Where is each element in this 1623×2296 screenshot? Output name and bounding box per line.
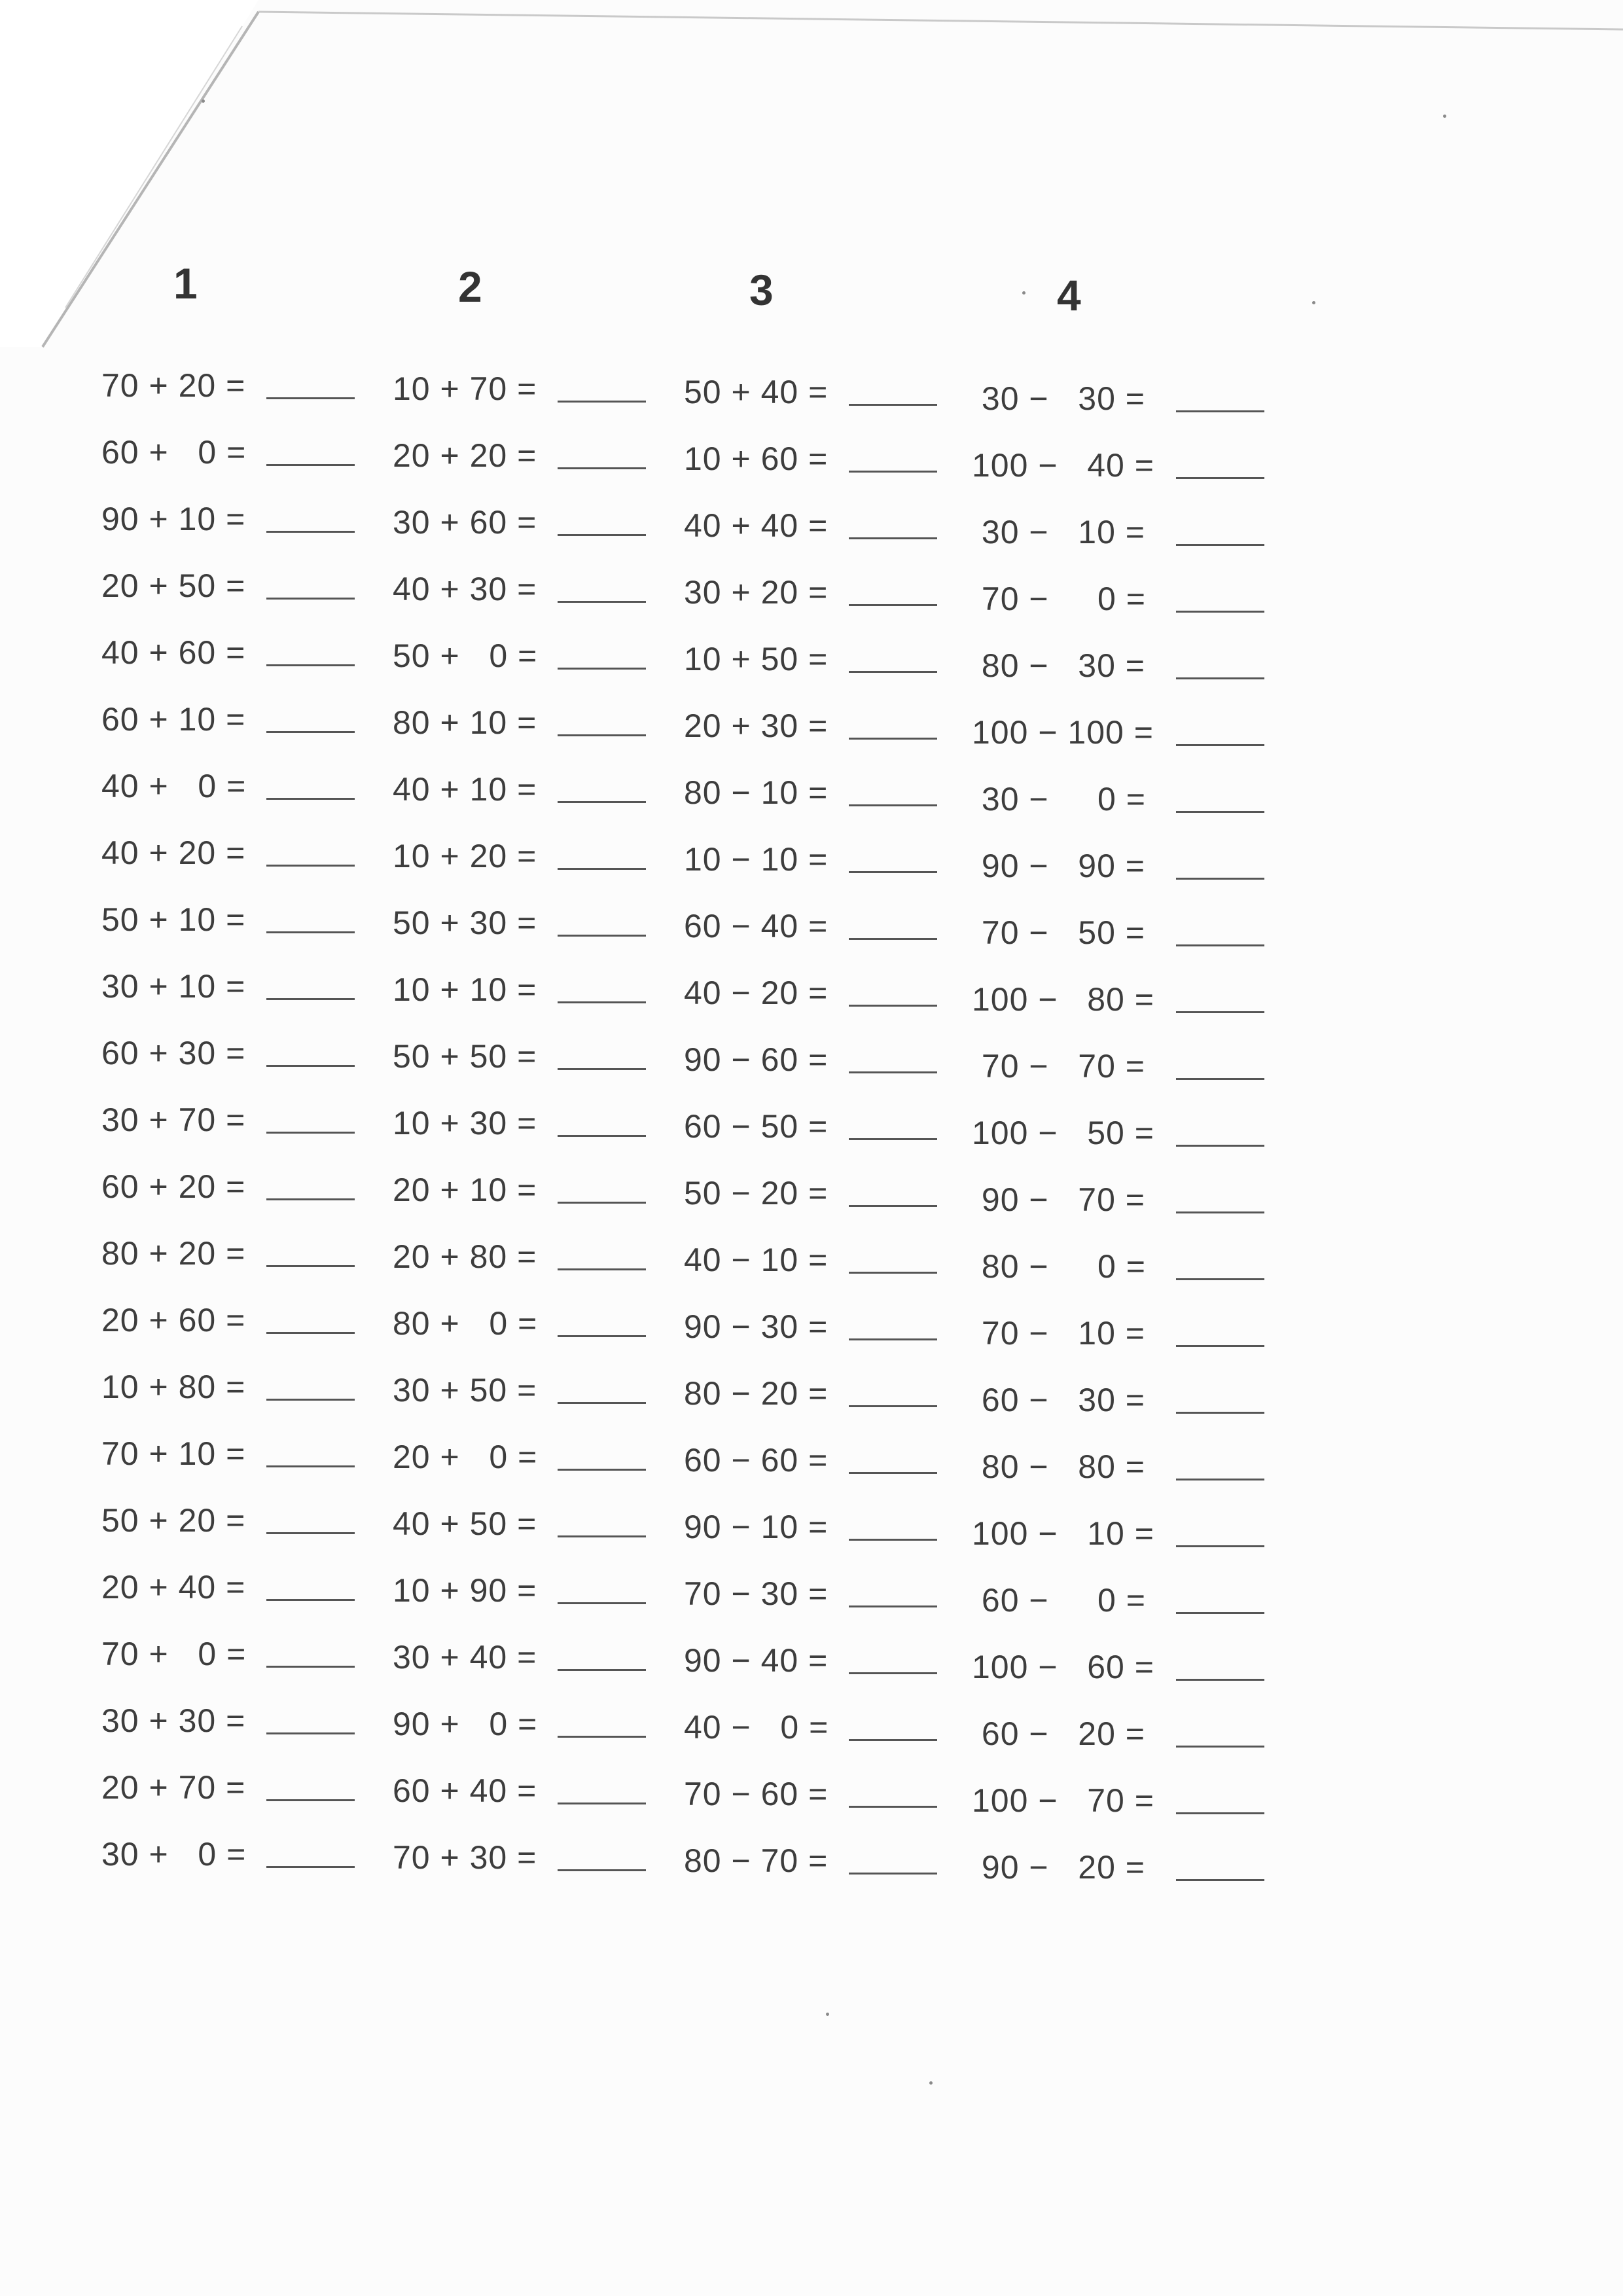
- problem-expression: 30 + 30 =: [101, 1702, 246, 1739]
- math-problem: [393, 1304, 733, 1352]
- problem-expression: 50 + 50 =: [393, 1038, 537, 1075]
- problem-expression: 100 − 40 =: [972, 447, 1154, 484]
- answer-blank[interactable]: [849, 1782, 937, 1808]
- answer-blank[interactable]: [849, 1315, 937, 1340]
- math-problem: [393, 1705, 733, 1752]
- problem-expression: 10 + 90 =: [393, 1572, 537, 1609]
- answer-blank[interactable]: [266, 507, 355, 533]
- answer-blank[interactable]: [558, 1245, 646, 1270]
- answer-blank[interactable]: [1176, 1655, 1264, 1681]
- problem-expression: 40 + 20 =: [101, 834, 246, 871]
- problem-expression: 50 + 10 =: [101, 901, 246, 938]
- math-problem: [101, 1034, 442, 1081]
- answer-blank[interactable]: [558, 1846, 646, 1871]
- problem-expression: 90 − 30 =: [684, 1308, 829, 1345]
- answer-blank[interactable]: [1176, 1121, 1264, 1147]
- problem-expression: 70 − 0 =: [972, 581, 1146, 617]
- answer-blank[interactable]: [558, 978, 646, 1003]
- math-problem: [972, 647, 1312, 694]
- answer-blank[interactable]: [849, 647, 937, 673]
- answer-blank[interactable]: [849, 1248, 937, 1274]
- problem-expression: 40 + 60 =: [101, 634, 246, 671]
- column-heading: 4: [1057, 271, 1081, 319]
- math-problem: [101, 634, 442, 681]
- answer-blank[interactable]: [266, 1842, 355, 1868]
- answer-blank[interactable]: [1176, 1789, 1264, 1814]
- answer-blank[interactable]: [1176, 1054, 1264, 1080]
- answer-blank[interactable]: [558, 1645, 646, 1671]
- answer-blank[interactable]: [266, 1575, 355, 1601]
- problem-expression: 80 − 20 =: [684, 1375, 829, 1412]
- math-problem: [393, 904, 733, 951]
- answer-blank[interactable]: [266, 1509, 355, 1534]
- math-problem: [393, 1037, 733, 1085]
- problem-expression: 80 + 20 =: [101, 1235, 246, 1272]
- problem-expression: 80 − 10 =: [684, 774, 829, 811]
- math-problem: [101, 500, 442, 547]
- answer-blank[interactable]: [1176, 1321, 1264, 1347]
- answer-blank[interactable]: [266, 440, 355, 466]
- answer-blank[interactable]: [558, 644, 646, 670]
- problem-expression: 80 − 30 =: [972, 647, 1145, 684]
- problem-expression: 10 + 70 =: [393, 370, 537, 407]
- math-problem: [972, 1181, 1312, 1228]
- answer-blank[interactable]: [849, 1448, 937, 1474]
- answer-blank[interactable]: [849, 1115, 937, 1140]
- answer-blank[interactable]: [558, 444, 646, 469]
- answer-blank[interactable]: [558, 711, 646, 736]
- problem-expression: 70 + 20 =: [101, 367, 246, 404]
- problem-expression: 40 + 40 =: [684, 507, 829, 544]
- problem-expression: 100 − 80 =: [972, 981, 1154, 1018]
- problem-expression: 20 + 10 =: [393, 1172, 537, 1208]
- problem-expression: 60 + 30 =: [101, 1035, 246, 1071]
- problem-expression: 10 + 50 =: [684, 641, 829, 677]
- math-problem: [972, 446, 1312, 493]
- problem-expression: 90 + 0 =: [393, 1706, 538, 1742]
- answer-blank[interactable]: [558, 1312, 646, 1337]
- math-problem: [393, 837, 733, 884]
- answer-blank[interactable]: [1176, 1588, 1264, 1614]
- problem-expression: 30 + 50 =: [393, 1372, 537, 1408]
- math-problem: [101, 1435, 442, 1482]
- problem-expression: 30 − 10 =: [972, 514, 1145, 550]
- math-problem: [972, 1848, 1312, 1895]
- answer-blank[interactable]: [1176, 1255, 1264, 1280]
- answer-blank[interactable]: [1176, 1388, 1264, 1414]
- answer-blank[interactable]: [849, 514, 937, 539]
- math-problem: [393, 1839, 733, 1886]
- math-problem: [101, 1168, 442, 1215]
- math-problem: [972, 914, 1312, 961]
- problem-expression: 90 − 70 =: [972, 1181, 1145, 1218]
- problem-expression: 20 + 30 =: [684, 708, 829, 744]
- problem-expression: 30 − 30 =: [972, 380, 1145, 417]
- answer-blank[interactable]: [266, 1709, 355, 1734]
- math-problem: [972, 1247, 1312, 1295]
- problem-expression: 20 + 60 =: [101, 1302, 246, 1338]
- problem-expression: 10 + 80 =: [101, 1369, 246, 1405]
- problem-expression: 90 − 10 =: [684, 1509, 829, 1545]
- answer-blank[interactable]: [266, 1375, 355, 1401]
- problem-expression: 30 − 0 =: [972, 781, 1146, 817]
- problem-expression: 90 − 20 =: [972, 1849, 1145, 1886]
- math-problem: [393, 1638, 733, 1685]
- answer-blank[interactable]: [266, 374, 355, 399]
- problem-expression: 90 − 40 =: [684, 1642, 829, 1679]
- answer-blank[interactable]: [1176, 1522, 1264, 1547]
- math-problem: [393, 770, 733, 817]
- answer-blank[interactable]: [1176, 1722, 1264, 1748]
- worksheet-column-2: [393, 0, 733, 1964]
- answer-blank[interactable]: [1176, 1188, 1264, 1213]
- math-problem: [972, 780, 1312, 827]
- math-problem: [393, 370, 733, 417]
- problem-expression: 90 − 90 =: [972, 848, 1145, 884]
- answer-blank[interactable]: [266, 1442, 355, 1467]
- answer-blank[interactable]: [266, 1041, 355, 1067]
- answer-blank[interactable]: [558, 377, 646, 403]
- answer-blank[interactable]: [266, 1175, 355, 1200]
- math-problem: [101, 1635, 442, 1682]
- math-problem: [393, 1772, 733, 1819]
- math-problem: [393, 437, 733, 484]
- answer-blank[interactable]: [849, 1582, 937, 1607]
- answer-blank[interactable]: [558, 1178, 646, 1204]
- answer-blank[interactable]: [1176, 721, 1264, 746]
- answer-blank[interactable]: [266, 774, 355, 800]
- problem-expression: 100 − 50 =: [972, 1115, 1154, 1151]
- problem-expression: 70 − 10 =: [972, 1315, 1145, 1352]
- answer-blank[interactable]: [849, 781, 937, 806]
- problem-expression: 80 − 80 =: [972, 1448, 1145, 1485]
- math-problem: [972, 1515, 1312, 1562]
- answer-blank[interactable]: [558, 1512, 646, 1537]
- answer-blank[interactable]: [849, 848, 937, 873]
- problem-expression: 60 + 10 =: [101, 701, 246, 738]
- problem-expression: 20 + 0 =: [393, 1439, 538, 1475]
- answer-blank[interactable]: [1176, 854, 1264, 880]
- math-problem: [393, 1371, 733, 1418]
- problem-expression: 30 + 20 =: [684, 574, 829, 611]
- math-problem: [101, 1835, 442, 1882]
- problem-expression: 10 + 30 =: [393, 1105, 537, 1141]
- math-problem: [101, 1702, 442, 1749]
- answer-blank[interactable]: [849, 447, 937, 473]
- answer-blank[interactable]: [849, 914, 937, 940]
- math-problem: [393, 637, 733, 684]
- answer-blank[interactable]: [266, 708, 355, 733]
- answer-blank[interactable]: [266, 1642, 355, 1668]
- math-problem: [972, 1047, 1312, 1094]
- answer-blank[interactable]: [266, 975, 355, 1000]
- problem-expression: 60 + 0 =: [101, 434, 247, 471]
- problem-expression: 70 + 0 =: [101, 1636, 247, 1672]
- answer-blank[interactable]: [266, 574, 355, 600]
- answer-blank[interactable]: [558, 511, 646, 536]
- answer-blank[interactable]: [266, 1108, 355, 1134]
- problem-expression: 40 + 30 =: [393, 571, 537, 607]
- problem-expression: 100 − 60 =: [972, 1649, 1154, 1685]
- math-problem: [101, 1501, 442, 1549]
- problem-expression: 70 − 30 =: [684, 1575, 829, 1612]
- answer-blank[interactable]: [849, 1048, 937, 1073]
- answer-blank[interactable]: [266, 641, 355, 666]
- answer-blank[interactable]: [558, 1445, 646, 1471]
- math-problem: [972, 513, 1312, 560]
- math-problem: [393, 1571, 733, 1619]
- math-problem: [101, 967, 442, 1014]
- problem-expression: 50 − 20 =: [684, 1175, 829, 1211]
- problem-expression: 30 + 60 =: [393, 504, 537, 541]
- problem-expression: 20 + 20 =: [393, 437, 537, 474]
- problem-expression: 70 − 60 =: [684, 1776, 829, 1812]
- math-problem: [972, 1314, 1312, 1361]
- answer-blank[interactable]: [849, 1382, 937, 1407]
- column-heading: 2: [458, 262, 482, 311]
- math-problem: [972, 1648, 1312, 1695]
- answer-blank[interactable]: [266, 841, 355, 867]
- problem-expression: 20 + 50 =: [101, 567, 246, 604]
- math-problem: [101, 1568, 442, 1615]
- math-problem: [972, 1381, 1312, 1428]
- answer-blank[interactable]: [849, 1715, 937, 1741]
- math-problem: [101, 901, 442, 948]
- problem-expression: 40 + 50 =: [393, 1505, 537, 1542]
- math-problem: [101, 367, 442, 414]
- answer-blank[interactable]: [849, 380, 937, 406]
- problem-expression: 70 − 70 =: [972, 1048, 1145, 1085]
- answer-blank[interactable]: [558, 1378, 646, 1404]
- math-problem: [393, 704, 733, 751]
- math-problem: [393, 503, 733, 550]
- problem-expression: 60 − 50 =: [684, 1108, 829, 1145]
- problem-expression: 40 + 10 =: [393, 771, 537, 808]
- worksheet-column-4: [972, 0, 1312, 1964]
- math-problem: [972, 1581, 1312, 1628]
- answer-blank[interactable]: [558, 1111, 646, 1137]
- problem-expression: 40 − 10 =: [684, 1242, 829, 1278]
- problem-expression: 70 − 50 =: [972, 914, 1145, 951]
- worksheet-column-1: [101, 0, 442, 1964]
- problem-expression: 60 − 40 =: [684, 908, 829, 944]
- problem-expression: 20 + 40 =: [101, 1569, 246, 1605]
- math-problem: [972, 580, 1312, 627]
- math-problem: [972, 380, 1312, 427]
- answer-blank[interactable]: [558, 844, 646, 870]
- answer-blank[interactable]: [1176, 520, 1264, 546]
- problem-expression: 40 − 0 =: [684, 1709, 829, 1746]
- answer-blank[interactable]: [1176, 988, 1264, 1013]
- answer-blank[interactable]: [849, 1181, 937, 1207]
- problem-expression: 70 + 10 =: [101, 1435, 246, 1472]
- answer-blank[interactable]: [849, 714, 937, 740]
- problem-expression: 50 + 40 =: [684, 374, 829, 410]
- math-problem: [972, 1448, 1312, 1495]
- math-problem: [972, 847, 1312, 894]
- problem-expression: 30 + 40 =: [393, 1639, 537, 1676]
- math-problem: [972, 1715, 1312, 1762]
- problem-expression: 10 − 10 =: [684, 841, 829, 878]
- answer-blank[interactable]: [266, 1776, 355, 1801]
- problem-expression: 50 + 30 =: [393, 905, 537, 941]
- answer-blank[interactable]: [1176, 654, 1264, 679]
- answer-blank[interactable]: [266, 1242, 355, 1267]
- problem-expression: 80 − 70 =: [684, 1842, 829, 1879]
- problem-expression: 50 + 0 =: [393, 637, 538, 674]
- problem-expression: 30 + 70 =: [101, 1102, 246, 1138]
- column-heading: 3: [749, 266, 774, 314]
- math-problem: [393, 570, 733, 617]
- problem-expression: 40 − 20 =: [684, 975, 829, 1011]
- math-problem: [101, 1768, 442, 1816]
- problem-expression: 100 − 10 =: [972, 1515, 1154, 1552]
- math-problem: [101, 767, 442, 814]
- answer-blank[interactable]: [849, 1849, 937, 1874]
- math-problem: [972, 713, 1312, 761]
- problem-expression: 60 − 30 =: [972, 1382, 1145, 1418]
- problem-expression: 60 + 40 =: [393, 1772, 537, 1809]
- math-problem: [101, 1101, 442, 1148]
- answer-blank[interactable]: [849, 581, 937, 606]
- math-problem: [101, 433, 442, 480]
- problem-expression: 60 − 60 =: [684, 1442, 829, 1479]
- problem-expression: 40 + 0 =: [101, 768, 247, 804]
- math-problem: [393, 1171, 733, 1218]
- problem-expression: 60 + 20 =: [101, 1168, 246, 1205]
- answer-blank[interactable]: [1176, 587, 1264, 613]
- answer-blank[interactable]: [849, 1515, 937, 1541]
- problem-expression: 10 + 20 =: [393, 838, 537, 874]
- problem-expression: 50 + 20 =: [101, 1502, 246, 1539]
- problem-expression: 20 + 80 =: [393, 1238, 537, 1275]
- answer-blank[interactable]: [558, 1712, 646, 1738]
- answer-blank[interactable]: [1176, 1856, 1264, 1881]
- answer-blank[interactable]: [558, 577, 646, 603]
- problem-expression: 90 + 10 =: [101, 501, 246, 537]
- math-problem: [101, 1368, 442, 1415]
- answer-blank[interactable]: [1176, 787, 1264, 813]
- problem-expression: 70 + 30 =: [393, 1839, 537, 1876]
- answer-blank[interactable]: [558, 778, 646, 803]
- answer-blank[interactable]: [849, 1649, 937, 1674]
- problem-expression: 60 − 0 =: [972, 1582, 1146, 1619]
- math-problem: [101, 1301, 442, 1348]
- answer-blank[interactable]: [1176, 1455, 1264, 1480]
- answer-blank[interactable]: [558, 911, 646, 937]
- answer-blank[interactable]: [266, 908, 355, 933]
- math-problem: [393, 1238, 733, 1285]
- answer-blank[interactable]: [266, 1308, 355, 1334]
- problem-expression: 100 − 100 =: [972, 714, 1154, 751]
- problem-expression: 80 + 10 =: [393, 704, 537, 741]
- problem-expression: 30 + 0 =: [101, 1836, 247, 1873]
- math-problem: [101, 700, 442, 747]
- problem-expression: 30 + 10 =: [101, 968, 246, 1005]
- problem-expression: 10 + 60 =: [684, 440, 829, 477]
- problem-expression: 20 + 70 =: [101, 1769, 246, 1806]
- math-problem: [393, 1438, 733, 1485]
- answer-blank[interactable]: [1176, 921, 1264, 946]
- math-problem: [972, 1114, 1312, 1161]
- math-problem: [101, 1234, 442, 1282]
- problem-expression: 10 + 10 =: [393, 971, 537, 1008]
- answer-blank[interactable]: [1176, 454, 1264, 479]
- answer-blank[interactable]: [849, 981, 937, 1007]
- math-problem: [101, 834, 442, 881]
- problem-expression: 90 − 60 =: [684, 1041, 829, 1078]
- math-problem: [393, 971, 733, 1018]
- answer-blank[interactable]: [558, 1779, 646, 1804]
- problem-expression: 60 − 20 =: [972, 1715, 1145, 1752]
- math-problem: [393, 1104, 733, 1151]
- problem-expression: 80 − 0 =: [972, 1248, 1146, 1285]
- math-problem: [101, 567, 442, 614]
- math-problem: [972, 1782, 1312, 1829]
- answer-blank[interactable]: [558, 1045, 646, 1070]
- column-heading: 1: [173, 259, 198, 308]
- problem-expression: 100 − 70 =: [972, 1782, 1154, 1819]
- math-problem: [393, 1505, 733, 1552]
- problem-expression: 80 + 0 =: [393, 1305, 538, 1342]
- answer-blank[interactable]: [1176, 387, 1264, 412]
- answer-blank[interactable]: [558, 1579, 646, 1604]
- math-problem: [972, 980, 1312, 1028]
